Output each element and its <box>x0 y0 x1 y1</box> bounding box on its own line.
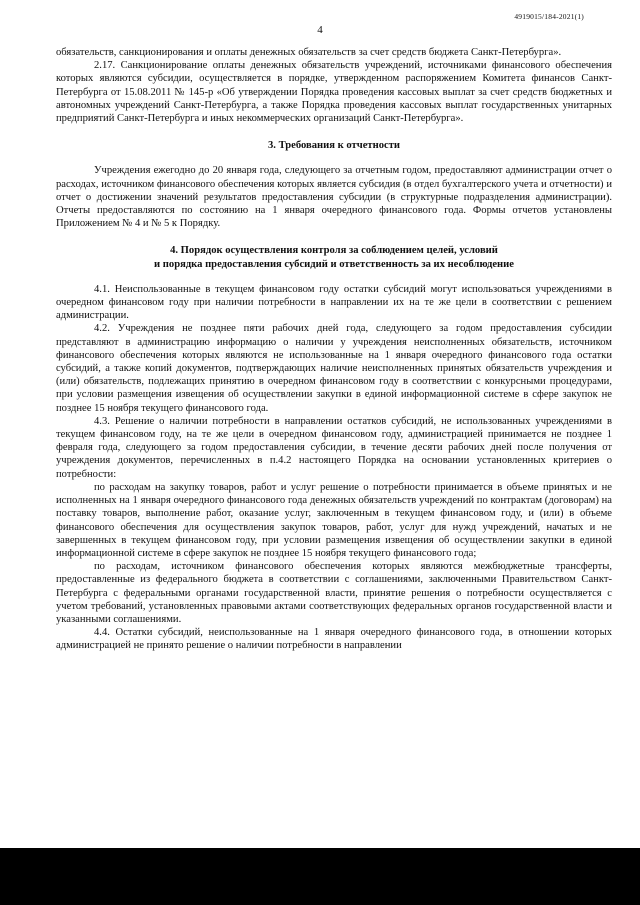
paragraph-3-reporting: Учреждения ежегодно до 20 января года, следующего за отчетным годом, предоставляют администрации отчет о расходах, источником финансового обеспечения которых является субсидия (в отдел бухгалтерского учета и отчетности) и отчет о достижении значений результатов предоставления субсидии (в структурные подразделения администрации). Отчеты предоставляются по состоянию на 1 января очередного финансового года. Формы отчетов установлены Приложением № 4 и № 5 к Порядку. <box>56 165 612 230</box>
page-number: 4 <box>317 24 323 36</box>
paragraph-4-1: 4.1. Неиспользованные в текущем финансовом году остатки субсидий могут использоваться учреждениями в очередном финансовом году при наличии потребности в направлении их на те же цели в соответствии с решением администрации. <box>56 283 612 322</box>
paragraph-continuation: обязательств, санкционирования и оплаты денежных обязательств за счет средств бюджета Санкт-Петербурга». <box>56 47 562 58</box>
section-4-title-line-1: 4. Порядок осуществления контроля за соблюдением целей, условий <box>170 245 498 257</box>
section-4-title <box>56 244 612 270</box>
document-body <box>56 46 612 653</box>
paragraph-2-17: 2.17. Санкционирование оплаты денежных обязательств учреждений, источниками финансового обеспечения которых являются субсидии, осуществляется в порядке, утвержденном распоряжением Комитета финансов Санкт-Петербурга от 15.08.2011 № 145-р «Об утверждении Порядка проведения кассовых выплат за счет средств бюджетных и автономных учреждений Санкт-Петербурга, а также Порядка проведения кассовых выплат государственных унитарных предприятий Санкт-Петербурга и иных некоммерческих организаций Санкт-Петербурга». <box>56 60 612 125</box>
section-3-title: 3. Требования к отчетности <box>267 140 401 152</box>
section-4-title-line-2: и порядка предоставления субсидий и ответственность за их несоблюдение <box>154 258 514 270</box>
document-code: 4919015/184-2021(1) <box>514 12 584 21</box>
scan-dark-border <box>0 848 640 905</box>
paragraph-4-2: 4.2. Учреждения не позднее пяти рабочих дней года, следующего за годом предоставления субсидии представляют в администрацию информацию о наличии у учреждения неисполненных обязательств, источником финансового обеспечения которых являются не использованные на 1 января очередного финансового года остатки субсидий, а также копий документов, подтверждающих наличие неисполненных принятых обязательств учреждения и (или) обязательств, подлежащих принятию в очередном финансовом году в соответствии с конкурсными процедурами, при условии размещения извещения об осуществлении закупки в единой информационной системе в сфере закупок не позднее 15 ноября текущего финансового года. <box>56 323 612 414</box>
paragraph-4-3: 4.3. Решение о наличии потребности в направлении остатков субсидий, не использованных учреждениями в текущем финансовом году, на те же цели в очередном финансовом году, администрацией принимается не позднее 1 февраля года, следующего за годом предоставления субсидии, в течение десяти рабочих дней после получения от учреждения документов, перечисленных в п.4.2 настоящего Порядка на основании установленных критериев о потребности: <box>56 415 612 480</box>
paragraph-4-4: 4.4. Остатки субсидий, неиспользованные на 1 января очередного финансового года, в отношении которых администрацией не принято решение о наличии потребности в направлении <box>56 627 612 652</box>
paragraph-4-3-purchases: по расходам на закупку товаров, работ и услуг решение о потребности принимается в объеме принятых и не исполненных на 1 января очередного финансового года денежных обязательств учреждений по контрактам (договорам) на поставку товаров, выполнение работ, оказание услуг, заключенным в текущем финансовом году, и (или) в объеме финансового обеспечения для осуществления закупок товаров, работ, услуг для нужд учреждений, начатых и не завершенных в текущем финансовом году, при условии размещения извещения об осуществлении закупки в единой информационной системе в сфере закупок не позднее 15 ноября текущего финансового года; <box>56 481 612 559</box>
paragraph-4-3-transfers: по расходам, источником финансового обеспечения которых являются межбюджетные трансферты, предоставленные из федерального бюджета в соответствии с соглашениями, заключенными Правительством Санкт-Петербурга с федеральными органами государственной власти, принятие решения о потребности осуществляется с учетом требований, установленных правовыми актами соответствующих федеральных органов государственной власти и указанными соглашениями. <box>56 561 612 625</box>
